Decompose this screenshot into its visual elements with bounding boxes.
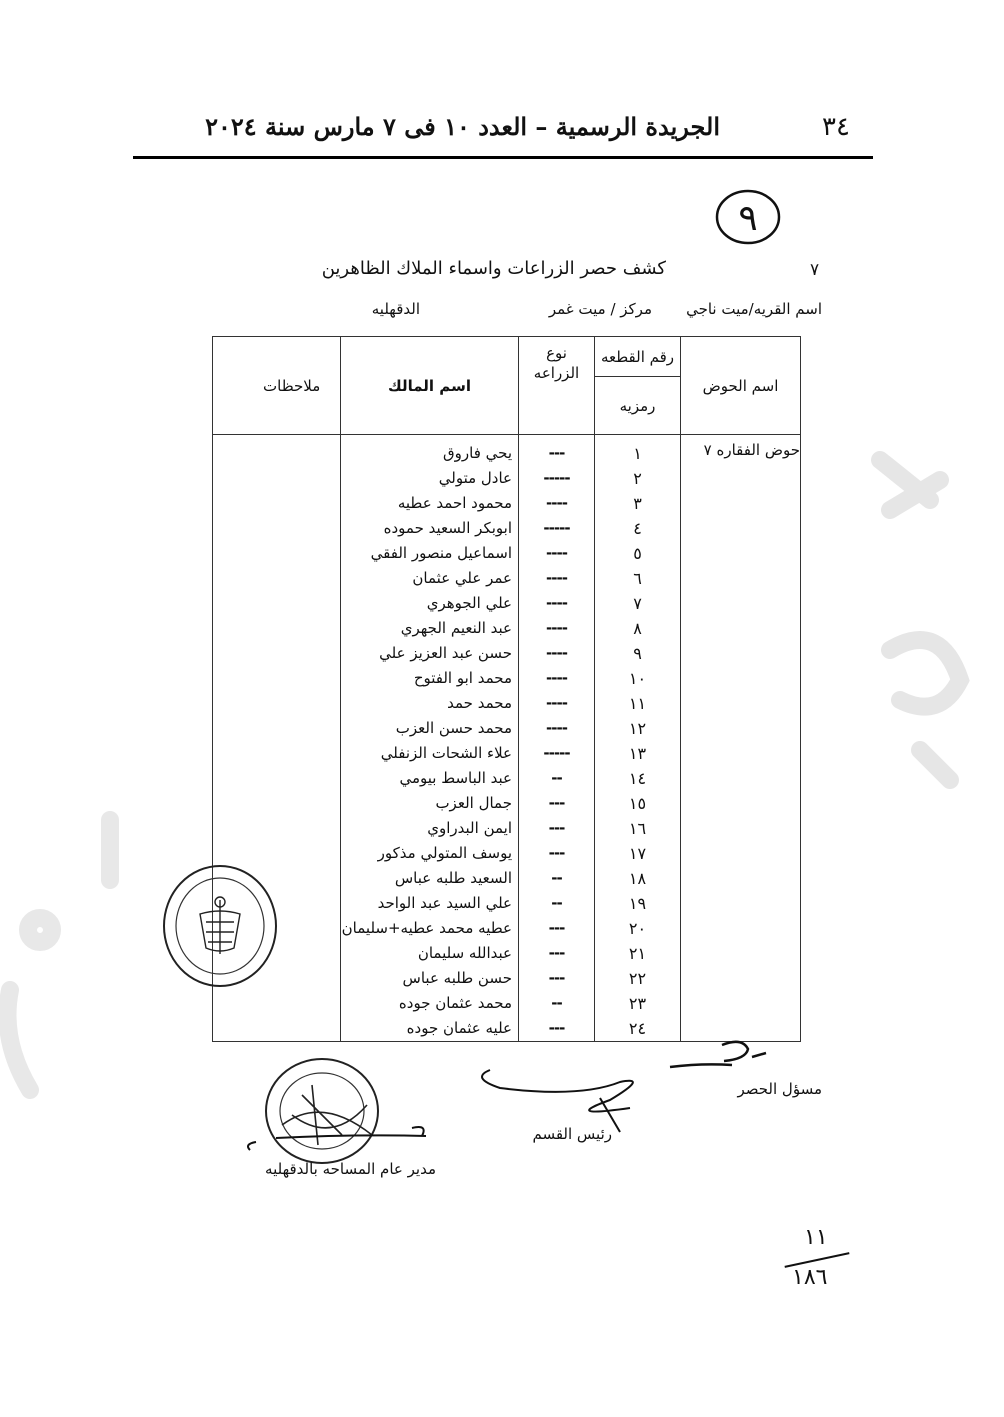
header-owner: اسم المالك [341, 337, 519, 435]
parcel-number: ١٨ [628, 869, 647, 888]
crop-type: -- [551, 894, 562, 912]
page-number: ٣٤ [822, 112, 850, 142]
crop-type: ---- [546, 494, 567, 512]
owner-name: محمد ابو الفتوح [413, 669, 512, 687]
owner-name: عليه عثمان جوده [406, 1019, 512, 1037]
crop-type: ----- [543, 744, 570, 762]
crop-type: --- [548, 844, 565, 862]
crop-type: --- [548, 819, 565, 837]
parcel-number: ٢ [633, 469, 642, 488]
parcel-number: ١ [633, 444, 642, 463]
header-basin: اسم الحوض [681, 337, 801, 435]
parcel-number: ١٣ [628, 744, 647, 763]
owner-name: حسن عبد العزيز علي [379, 644, 512, 662]
crop-type-column [519, 435, 595, 1042]
owner-column [341, 435, 519, 1042]
basin-name: حوض الفقاره ٧ [703, 441, 800, 459]
owner-name: عمر علي عثمان [412, 569, 512, 587]
owner-name: علي السيد عبد الواحد [377, 894, 512, 912]
watermark-graphic-left [0, 790, 140, 1120]
owner-name: ابوبكر السعيد حموده [383, 519, 512, 537]
owner-name: اسماعيل منصور الفقي [370, 544, 512, 562]
page-mark-digit: ٩ [738, 198, 758, 239]
crop-type: --- [548, 944, 565, 962]
parcel-number: ٤ [633, 519, 642, 538]
crop-type: --- [548, 794, 565, 812]
owner-name: يوسف المتولي مذكور [377, 844, 512, 862]
owner-name: عبد الباسط بيومي [399, 769, 512, 787]
crop-type: --- [548, 444, 565, 462]
line-number: ٧ [810, 260, 820, 280]
crop-type: ---- [546, 619, 567, 637]
header-notes: ملاحظات [213, 337, 341, 435]
handwritten-fraction [782, 1225, 852, 1297]
document-title: كشف حصر الزراعات واسماء الملاك الظاهرين [321, 258, 666, 279]
owner-name: علاء الشحات الزنفلي [380, 744, 512, 762]
parcel-number: ١٢ [628, 719, 647, 738]
survey-table [212, 336, 801, 1042]
header-crop-type: نوع الزراعه [533, 344, 580, 382]
crop-type: -- [551, 994, 562, 1012]
gazette-title: الجريدة الرسمية – العدد ١٠ فى ٧ مارس سنة ٢٠٢٤ [205, 112, 720, 141]
header-parcel-number: رقم القطعه [595, 337, 681, 377]
owner-name: عبدالله سليمان [417, 944, 512, 962]
parcel-number: ١٧ [628, 844, 647, 863]
owner-name: محمد عثمان جوده [398, 994, 512, 1012]
crop-type: ---- [546, 694, 567, 712]
owner-name: محمد حمد [447, 694, 512, 712]
parcel-number: ١٦ [628, 819, 647, 838]
crop-type: ---- [546, 594, 567, 612]
director-label: مدير عام المساحه بالدقهليه [265, 1160, 436, 1178]
crop-type: ---- [546, 644, 567, 662]
watermark-graphic [860, 420, 1000, 820]
owner-name: عادل متولي [438, 469, 512, 487]
crop-type: -- [551, 869, 562, 887]
parcel-number: ٣ [633, 494, 642, 513]
owner-name: ايمن البدراوي [427, 819, 512, 837]
parcel-number: ١١ [628, 694, 647, 713]
owner-name: عبد النعيم الجهري [400, 619, 512, 637]
parcel-number: ١٩ [628, 894, 647, 913]
crop-type: ----- [543, 469, 570, 487]
official-seal-left [160, 862, 280, 990]
parcel-number: ٥ [633, 544, 642, 563]
survey-officer-label: مسؤل الحصر [737, 1080, 822, 1098]
director-signature [236, 1120, 436, 1160]
parcel-number: ٨ [633, 619, 642, 638]
owner-name: عطيه محمد عطيه+سليمان [341, 919, 512, 937]
crop-type: -- [551, 769, 562, 787]
survey-officer-signature [662, 1035, 772, 1085]
parcel-number: ٢٤ [628, 1019, 647, 1038]
owner-name: السعيد طلبه عباس [394, 869, 512, 887]
parcel-number: ١٠ [628, 669, 647, 688]
fraction-denominator: ١٨٦ [792, 1265, 828, 1290]
owner-name: محمد حسن العزب [395, 719, 512, 737]
parcel-number: ٦ [633, 569, 642, 588]
owner-name: حسن طلبه عباس [402, 969, 512, 987]
parcel-number: ٢٠ [628, 919, 647, 938]
crop-type: ----- [543, 519, 570, 537]
parcel-number: ٢٢ [628, 969, 647, 988]
crop-type: ---- [546, 719, 567, 737]
district-label: مركز / ميت غمر [548, 300, 652, 318]
parcel-number: ٧ [633, 594, 642, 613]
parcel-number: ٩ [633, 644, 642, 663]
fraction-numerator: ١١ [804, 1225, 828, 1250]
governorate-label: الدقهليه [371, 300, 420, 318]
section-head-label: رئيس القسم [532, 1125, 612, 1143]
owner-name: علي الجوهري [426, 594, 512, 612]
owner-name: محمود احمد عطيه [397, 494, 512, 512]
village-label: اسم القريه/ميت ناجي [686, 300, 822, 318]
owner-name: يحي فاروق [443, 444, 512, 462]
basin-name-cell [681, 435, 801, 1042]
parcel-number: ٢١ [628, 944, 647, 963]
circled-page-mark [714, 187, 782, 247]
crop-type: ---- [546, 669, 567, 687]
parcel-number: ١٥ [628, 794, 647, 813]
owner-name: جمال العزب [435, 794, 512, 812]
header-rule [133, 156, 873, 159]
header-parcel-code: رمزيه [595, 377, 681, 435]
crop-type: --- [548, 1019, 565, 1037]
crop-type: --- [548, 919, 565, 937]
crop-type: ---- [546, 569, 567, 587]
crop-type: --- [548, 969, 565, 987]
parcel-number: ٢٣ [628, 994, 647, 1013]
parcel-number-column [595, 435, 681, 1042]
crop-type: ---- [546, 544, 567, 562]
parcel-number: ١٤ [628, 769, 647, 788]
